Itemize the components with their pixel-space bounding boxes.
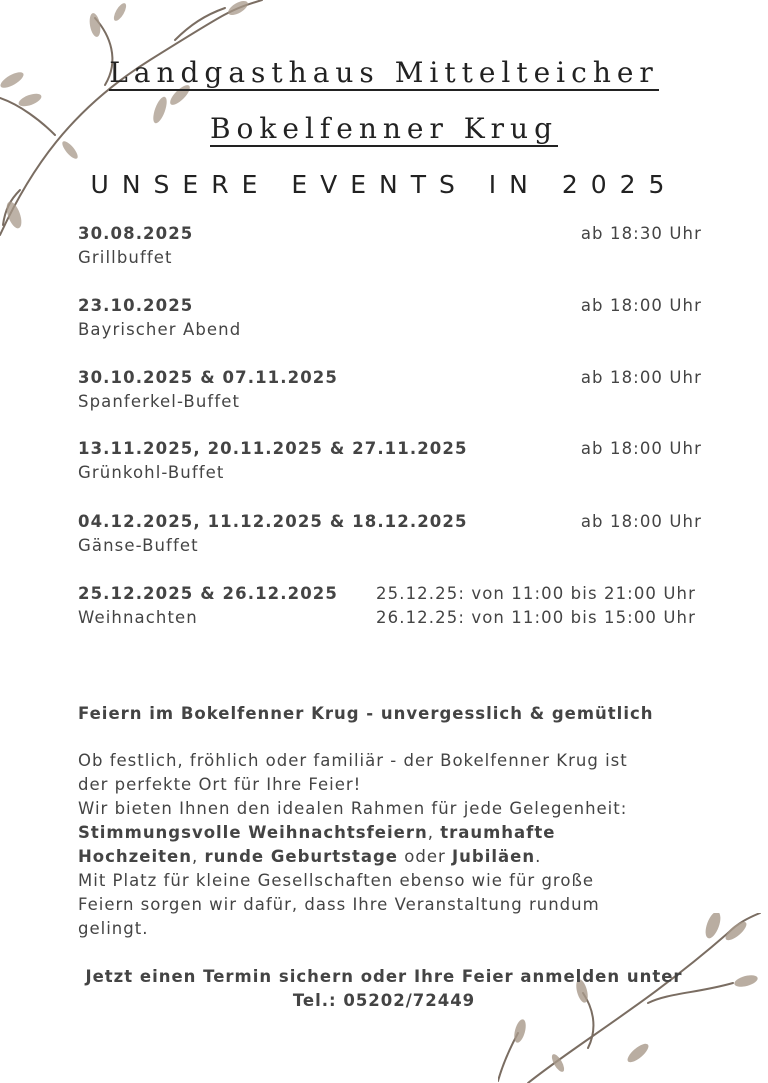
event-name: Spanferkel-Buffet [78, 392, 241, 411]
event-dates: 30.08.2025 [78, 224, 194, 243]
event-time-2: 26.12.25: von 11:00 bis 15:00 Uhr [376, 608, 696, 627]
occasion-anniversaries: Jubiläen [452, 847, 536, 866]
feier-occasions-line-1 [78, 821, 718, 845]
event-time: ab 18:00 Uhr [580, 512, 702, 531]
occasion-christmas-parties: Stimmungsvolle Weihnachtsfeiern [78, 823, 428, 842]
feier-occasions-line-2 [78, 845, 718, 869]
title-line-2: Bokelfenner Krug [0, 112, 768, 147]
period: . [535, 847, 542, 866]
feier-heading [78, 702, 718, 726]
event-dates: 04.12.2025, 11.12.2025 & 18.12.2025 [78, 512, 468, 531]
separator: oder [398, 847, 452, 866]
event-name: Grillbuffet [78, 248, 173, 267]
feier-text-line: Ob festlich, fröhlich oder familiär - der Bokelfenner Krug ist [78, 751, 628, 770]
event-time: ab 18:30 Uhr [580, 224, 702, 243]
event-dates: 13.11.2025, 20.11.2025 & 27.11.2025 [78, 439, 468, 458]
feier-description [78, 749, 718, 941]
occasion-weddings: Hochzeiten [78, 847, 192, 866]
separator: , [427, 823, 441, 842]
event-name: Weihnachten [78, 608, 198, 627]
event-time: ab 18:00 Uhr [580, 296, 702, 315]
feier-text-line: der perfekte Ort für Ihre Feier! [78, 775, 362, 794]
cta-line: Jetzt einen Termin sichern oder Ihre Feier anmelden unter [85, 967, 683, 986]
call-to-action [0, 965, 768, 1013]
event-name: Bayrischer Abend [78, 320, 242, 339]
feier-text-line: Feiern sorgen wir dafür, dass Ihre Veranstaltung rundum [78, 895, 600, 914]
feier-text-line: Mit Platz für kleine Gesellschaften ebenso wie für große [78, 871, 594, 890]
event-name: Grünkohl-Buffet [78, 463, 225, 482]
title-line-1: Landgasthaus Mittelteicher [0, 56, 768, 91]
event-time: ab 18:00 Uhr [580, 439, 702, 458]
separator: , [191, 847, 205, 866]
feier-heading-text: Feiern im Bokelfenner Krug - unvergesslich & gemütlich [78, 704, 654, 723]
event-time: ab 18:00 Uhr [580, 368, 702, 387]
event-dates: 30.10.2025 & 07.11.2025 [78, 368, 338, 387]
feier-text-line: gelingt. [78, 919, 149, 938]
event-time: 25.12.25: von 11:00 bis 21:00 Uhr [376, 584, 696, 603]
event-name: Gänse-Buffet [78, 536, 199, 555]
event-dates: 25.12.2025 & 26.12.2025 [78, 584, 338, 603]
event-dates: 23.10.2025 [78, 296, 194, 315]
occasion-weddings-adjective: traumhafte [440, 823, 556, 842]
cta-phone: Tel.: 05202/72449 [292, 991, 476, 1010]
feier-text-line: Wir bieten Ihnen den idealen Rahmen für jede Gelegenheit: [78, 799, 628, 818]
occasion-birthdays: runde Geburtstage [204, 847, 398, 866]
events-subtitle: UNSERE EVENTS IN 2025 [90, 170, 678, 199]
